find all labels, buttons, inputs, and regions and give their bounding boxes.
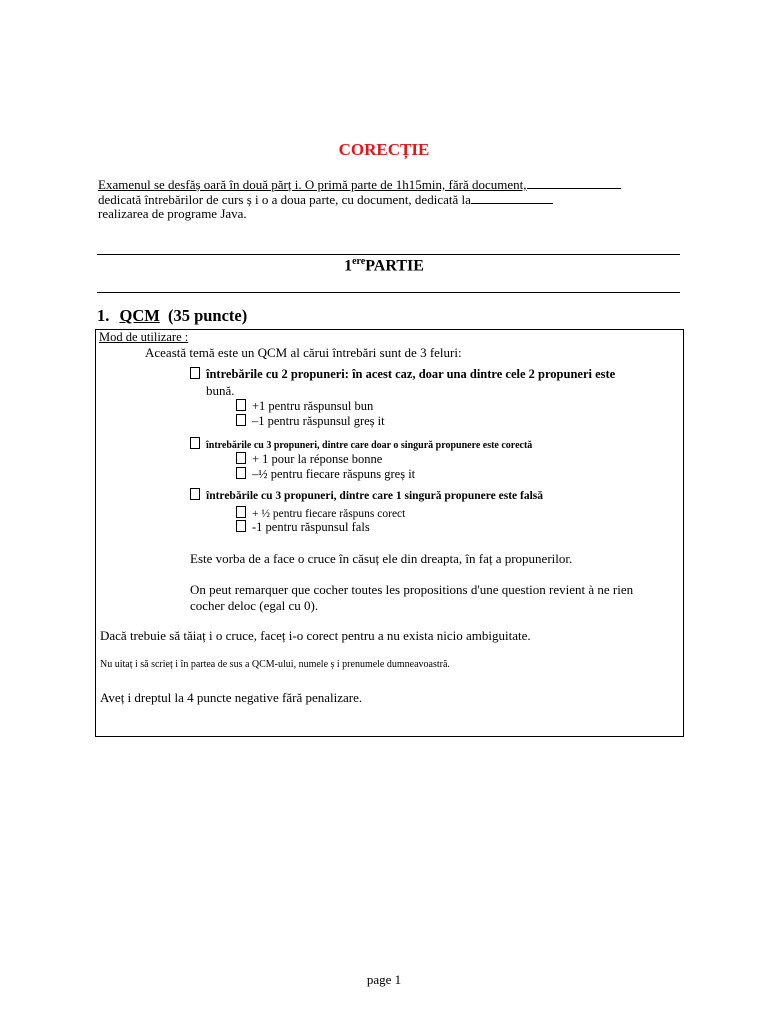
page-number: page 1	[366, 972, 402, 987]
paragraph-name-reminder: Nu uitaț i să scrieț i în partea de sus a QCM-ului, numele ș i prenumele dumneavoastră.	[100, 659, 450, 670]
group1-title-cont: bună.	[206, 383, 235, 398]
checkbox-icon	[236, 414, 246, 426]
intro-line-2: dedicată întrebărilor de curs ș i o a doua parte, cu document, dedicată la	[98, 191, 553, 207]
group3-item: + ½ pentru fiecare răspuns corect	[236, 506, 405, 520]
section-heading: 1. QCM (35 puncte)	[97, 306, 248, 325]
paragraph-remark-1: On peut remarquer que cocher toutes les propositions d'une question revient à ne rien	[190, 582, 634, 597]
checkbox-icon	[236, 399, 246, 411]
group1-item: –1 pentru răspunsul greș it	[236, 414, 385, 429]
group3-item: -1 pentru răspunsul fals	[236, 520, 370, 535]
page-title: CORECȚIE	[338, 140, 430, 159]
group2-item: –½ pentru fiecare răspuns greș it	[236, 467, 415, 482]
checkbox-icon	[236, 520, 246, 532]
divider-top	[97, 254, 680, 255]
group1-item: +1 pentru răspunsul bun	[236, 399, 373, 414]
checkbox-icon	[190, 488, 200, 500]
paragraph-remark-2: cocher deloc (egal cu 0).	[190, 598, 319, 613]
intro-line-3: realizarea de programe Java.	[98, 206, 247, 221]
blank-underline	[527, 176, 621, 189]
checkbox-icon	[236, 506, 246, 518]
checkbox-icon	[236, 467, 246, 479]
group2-item: + 1 pour la réponse bonne	[236, 452, 382, 467]
group2-title: întrebările cu 3 propuneri, dintre care doar o singură propunere este corectă	[190, 437, 532, 451]
part-title: 1erePARTIE	[344, 256, 424, 275]
description-text: Această temă este un QCM al cărui întrebări sunt de 3 feluri:	[145, 345, 462, 360]
group3-title: întrebările cu 3 propuneri, dintre care 1 singură propunere este falsă	[190, 488, 543, 502]
checkbox-icon	[236, 452, 246, 464]
intro-line-1: Examenul se desfăș oară în două părț i. O primă parte de 1h15min, fără document,	[98, 176, 621, 192]
blank-underline	[471, 191, 553, 204]
mode-label: Mod de utilizare :	[99, 330, 189, 344]
qcm-instructions-box	[95, 329, 684, 737]
checkbox-icon	[190, 367, 200, 379]
checkbox-icon	[190, 437, 200, 449]
group1-title: întrebările cu 2 propuneri: în acest caz, doar una dintre cele 2 propuneri este	[190, 367, 615, 382]
paragraph-cross: Este vorba de a face o cruce în căsuț ele din dreapta, în faț a propunerilor.	[190, 551, 573, 566]
paragraph-ambiguity: Dacă trebuie să tăiaț i o cruce, faceț i-o corect pentru a nu exista nicio ambiguitate.	[100, 628, 531, 643]
divider-bottom	[97, 292, 680, 293]
paragraph-negative-points: Aveț i dreptul la 4 puncte negative fără penalizare.	[100, 690, 363, 705]
